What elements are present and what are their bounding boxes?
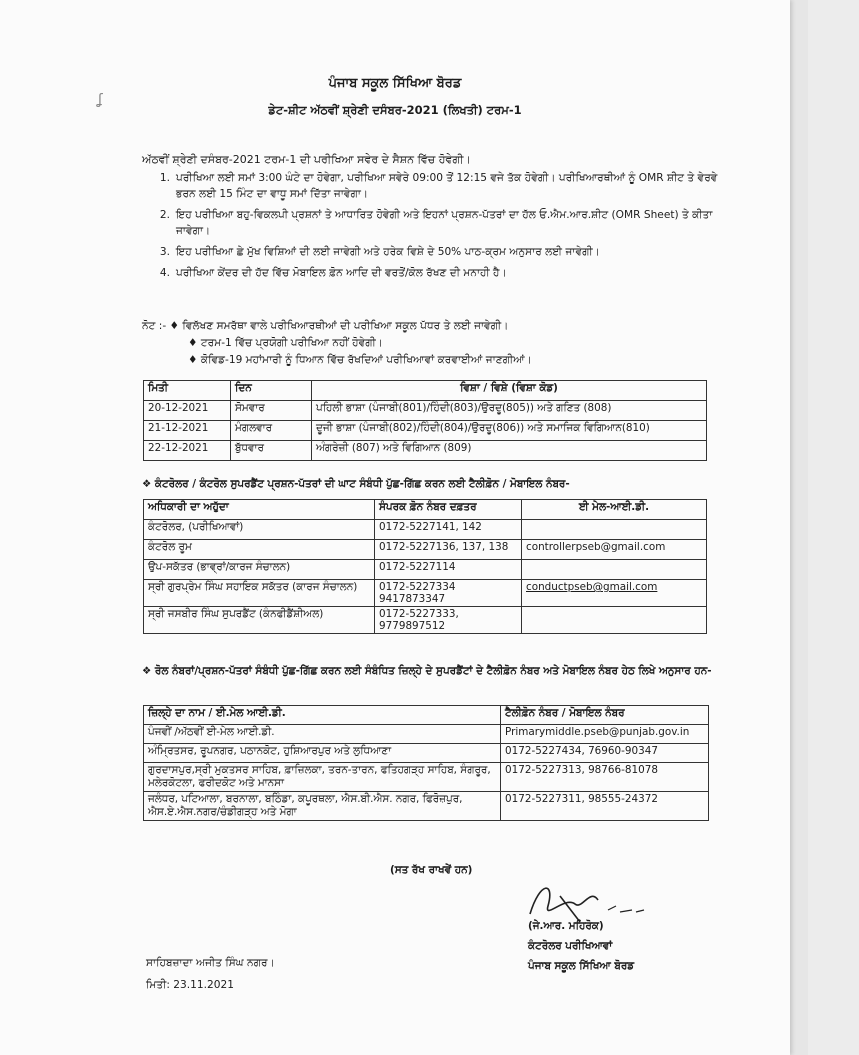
contacts-heading: ❖ ਕੰਟਰੋਲਰ / ਕੰਟਰੋਲ ਸੁਪਰਡੈਂਟ ਪ੍ਰਸ਼ਨ-ਪੱਤਰਾਂ ਦੀ ਘਾਟ ਸੰਬੰਧੀ ਪੁੱਛ-ਗਿੱਛ ਕਰਨ ਲਈ ਟੈਲੀਫ਼ੋਨ / ਮੋਬਾਇਲ ਨੰਬਰ- xyxy=(142,478,570,490)
table-row: ਕੰਟਰੋਲ ਰੂਮ 0172-5227136, 137, 138 controllerpseb@gmail.com xyxy=(144,540,707,560)
place-date-block xyxy=(146,952,275,996)
place-text: ਸਾਹਿਬਜ਼ਾਦਾ ਅਜੀਤ ਸਿੰਘ ਨਗਰ। xyxy=(146,957,275,969)
note-item: ♦ ਟਰਮ-1 ਵਿੱਚ ਪ੍ਰਯੋਗੀ ਪਰੀਖਿਆ ਨਹੀਂ ਹੋਵੇਗੀ। xyxy=(188,337,383,349)
date-text: ਮਿਤੀ: 23.11.2021 xyxy=(146,979,234,991)
intro-text: ਅੱਠਵੀਂ ਸ਼੍ਰੇਣੀ ਦਸੰਬਰ-2021 ਟਰਮ-1 ਦੀ ਪਰੀਖਿਆ ਸਵੇਰ ਦੇ ਸੈਸ਼ਨ ਵਿੱਚ ਹੋਵੇਗੀ। xyxy=(142,153,471,166)
table-row: ਸ੍ਰੀ ਗੁਰਪ੍ਰੇਮ ਸਿੰਘ ਸਹਾਇਕ ਸਕੱਤਰ (ਕਾਰਜ ਸੰਚਾਲਨ) 0172-5227334 9417873347 conductpseb@gmail.com xyxy=(144,580,707,607)
signer-post: ਕੰਟਰੋਲਰ ਪਰੀਖਿਆਵਾਂ xyxy=(528,940,613,952)
district-heading: ❖ ਰੋਲ ਨੰਬਰਾਂ/ਪ੍ਰਸ਼ਨ-ਪੱਤਰਾਂ ਸੰਬੰਧੀ ਪੁੱਛ-ਗਿੱਛ ਕਰਨ ਲਈ ਸੰਬੰਧਿਤ ਜ਼ਿਲ੍ਹੇ ਦੇ ਸੁਪਰਡੈਂਟਾਂ ਦੇ ਟੈਲੀਫ਼ੋਨ ਨੰਬਰ ਅਤੇ ਮੋਬਾਇਲ ਨੰਬਰ ਹੇਠ ਲਿਖੇ ਅਨੁਸਾਰ ਹਨ- xyxy=(142,665,712,677)
table-row: ਗੁਰਦਾਸਪੁਰ,ਸ੍ਰੀ ਮੁਕਤਸਰ ਸਾਹਿਬ, ਫ਼ਾਜ਼ਿਲਕਾ, ਤਰਨ-ਤਾਰਨ, ਫਤਿਹਗੜ੍ਹ ਸਾਹਿਬ, ਸੰਗਰੂਰ, ਮਲੇਰਕੋਟਲਾ, ਫਰੀਦਕੋਟ ਅਤੇ ਮਾਨਸਾ 0172-5227313, 98766-81078 xyxy=(144,763,709,792)
table-row: ਪੰਜਵੀਂ /ਅੱਠਵੀਂ ਈ-ਮੇਲ ਆਈ.ਡੀ. Primarymiddle.pseb@punjab.gov.in xyxy=(144,725,709,744)
signer-org: ਪੰਜਾਬ ਸਕੂਲ ਸਿੱਖਿਆ ਬੋਰਡ xyxy=(528,960,635,972)
rule-item: 1. ਪਰੀਖਿਆ ਲਈ ਸਮਾਂ 3:00 ਘੰਟੇ ਦਾ ਹੋਵੇਗਾ, ਪਰੀਖਿਆ ਸਵੇਰੇ 09:00 ਤੋਂ 12:15 ਵਜੇ ਤੱਕ ਹੋਵੇਗੀ। ਪਰੀਖਿਆਰਥੀਆਂ ਨੂੰ OMR ਸ਼ੀਟ ਤੇ ਵੇਰਵੇ ਭਰਨ ਲਈ 15 ਮਿੰਟ ਦਾ ਵਾਧੂ ਸਮਾਂ ਦਿੱਤਾ ਜਾਵੇਗਾ। xyxy=(159,172,718,200)
district-table xyxy=(143,705,709,821)
table-header-row: ਅਧਿਕਾਰੀ ਦਾ ਅਹੁੱਦਾ ਸੰਪਰਕ ਫ਼ੋਨ ਨੰਬਰ ਦਫ਼ਤਰ ਈ ਮੇਲ-ਆਈ.ਡੀ. xyxy=(144,500,707,520)
table-row: 20-12-2021 ਸੋਮਵਾਰ ਪਹਿਲੀ ਭਾਸ਼ਾ (ਪੰਜਾਬੀ(801)/ਹਿੰਦੀ(803)/ਉਰਦੂ(805)) ਅਤੇ ਗਣਿਤ (808) xyxy=(144,401,707,421)
rule-item: 3. ਇਹ ਪਰੀਖਿਆ ਛੇ ਮੁੱਖ ਵਿਸ਼ਿਆਂ ਦੀ ਲਈ ਜਾਵੇਗੀ ਅਤੇ ਹਰੇਕ ਵਿਸ਼ੇ ਦੇ 50% ਪਾਠ-ਕ੍ਰਮ ਅਨੁਸਾਰ ਲਈ ਜਾਵੇਗੀ। xyxy=(159,246,600,258)
table-row: ਸ੍ਰੀ ਜਸਬੀਰ ਸਿੰਘ ਸੁਪਰਡੈਂਟ (ਕੰਨਫੀਡੈਂਸ਼ੀਅਲ) 0172-5227333, 9779897512 xyxy=(144,607,707,634)
rule-item: 4. ਪਰੀਖਿਆ ਕੇਂਦਰ ਦੀ ਹੱਦ ਵਿੱਚ ਮੋਬਾਇਲ ਫ਼ੋਨ ਆਦਿ ਦੀ ਵਰਤੋਂ/ਕੋਲ ਰੱਖਣ ਦੀ ਮਨਾਹੀ ਹੈ। xyxy=(159,267,507,279)
note-label: ਨੋਟ :- xyxy=(142,320,167,332)
page-title: ਪੰਜਾਬ ਸਕੂਲ ਸਿੱਖਿਆ ਬੋਰਡ xyxy=(328,76,462,91)
signer-block xyxy=(528,916,634,976)
schedule-table xyxy=(143,380,707,461)
pen-mark-icon: ʆ xyxy=(98,92,103,108)
notes-section xyxy=(142,318,532,369)
email-link[interactable]: controllerpseb@gmail.com xyxy=(522,540,707,560)
page-subtitle: ਡੇਟ-ਸ਼ੀਟ ਅੱਠਵੀਂ ਸ਼੍ਰੇਣੀ ਦਸੰਬਰ-2021 (ਲਿਖਤੀ) ਟਰਮ-1 xyxy=(268,103,522,117)
rule-item: 2. ਇਹ ਪਰੀਖਿਆ ਬਹੁ-ਵਿਕਲਪੀ ਪ੍ਰਸ਼ਨਾਂ ਤੇ ਆਧਾਰਿਤ ਹੋਵੇਗੀ ਅਤੇ ਇਹਨਾਂ ਪ੍ਰਸ਼ਨ-ਪੱਤਰਾਂ ਦਾ ਹੱਲ ਓ.ਐਮ.ਆਰ.ਸ਼ੀਟ (OMR Sheet) ਤੇ ਕੀਤਾ ਜਾਵੇਗਾ। xyxy=(159,209,713,237)
note-item: ♦ ਕੋਵਿਡ-19 ਮਹਾਂਮਾਰੀ ਨੂੰ ਧਿਆਨ ਵਿੱਚ ਰੱਖਦਿਆਂ ਪਰੀਖਿਆਵਾਂ ਕਰਵਾਈਆਂ ਜਾਣਗੀਆਂ। xyxy=(188,354,532,366)
note-item: ਨੋਟ :- ♦ ਵਿਲੱਖਣ ਸਮਰੱਥਾ ਵਾਲੇ ਪਰੀਖਿਆਰਥੀਆਂ ਦੀ ਪਰੀਖਿਆ ਸਕੂਲ ਪੱਧਰ ਤੇ ਲਈ ਜਾਵੇਗੀ। xyxy=(142,320,509,332)
table-row: ਉਪ-ਸਕੱਤਰ (ਭਾਵ੍ਰਾਂ/ਕਾਰਜ ਸੰਚਾਲਨ) 0172-5227114 xyxy=(144,560,707,580)
table-row: 22-12-2021 ਬੁੱਧਵਾਰ ਅੰਗਰੇਜ਼ੀ (807) ਅਤੇ ਵਿਗਿਆਨ (809) xyxy=(144,441,707,461)
table-header-row: ਜ਼ਿਲ੍ਹੇ ਦਾ ਨਾਮ / ਈ.ਮੇਲ ਆਈ.ਡੀ. ਟੈਲੀਫ਼ੋਨ ਨੰਬਰ / ਮੋਬਾਇਲ ਨੰਬਰ xyxy=(144,706,709,725)
table-header-row: ਮਿਤੀ ਦਿਨ ਵਿਸ਼ਾ / ਵਿਸ਼ੇ (ਵਿਸ਼ਾ ਕੋਡ) xyxy=(144,381,707,401)
viewer-gutter xyxy=(808,0,859,1055)
rules-list xyxy=(142,170,722,286)
table-row: ਕੰਟਰੋਲਰ, (ਪਰੀਖਿਆਵਾਂ) 0172-5227141, 142 xyxy=(144,520,707,540)
table-row: 21-12-2021 ਮੰਗਲਵਾਰ ਦੂਜੀ ਭਾਸ਼ਾ (ਪੰਜਾਬੀ(802)/ਹਿੰਦੀ(804)/ਉਰਦੂ(806)) ਅਤੇ ਸਮਾਜਿਕ ਵਿਗਿਆਨ(810) xyxy=(144,421,707,441)
email-link[interactable]: Primarymiddle.pseb@punjab.gov.in xyxy=(501,725,709,744)
table-row: ਅੰਮ੍ਰਿਤਸਰ, ਰੂਪਨਗਰ, ਪਠਾਨਕੋਟ, ਹੁਸ਼ਿਆਰਪੁਰ ਅਤੇ ਲੁਧਿਆਣਾ 0172-5227434, 76960-90347 xyxy=(144,744,709,763)
email-link[interactable]: conductpseb@gmail.com xyxy=(522,580,707,607)
table-row: ਜਲੰਧਰ, ਪਟਿਆਲਾ, ਬਰਨਾਲਾ, ਬਠਿੰਡਾ, ਕਪੂਰਥਲਾ, ਐਸ.ਬੀ.ਐਸ. ਨਗਰ, ਫਿਰੋਜ਼ਪੁਰ, ਐਸ.ਏ.ਐਸ.ਨਗਰ/ਚੰਡੀਗੜ੍ਹ ਅਤੇ ਮੋਗਾ 0172-5227311, 98555-24372 xyxy=(144,792,709,821)
turn-over-note: (ਸਤ ਰੱਖ ਰਾਖਵੇਂ ਹਨ) xyxy=(390,864,473,876)
contacts-table xyxy=(143,499,707,634)
signer-name: (ਜੇ.ਆਰ. ਮਹਿਰੋਕ) xyxy=(528,920,604,932)
